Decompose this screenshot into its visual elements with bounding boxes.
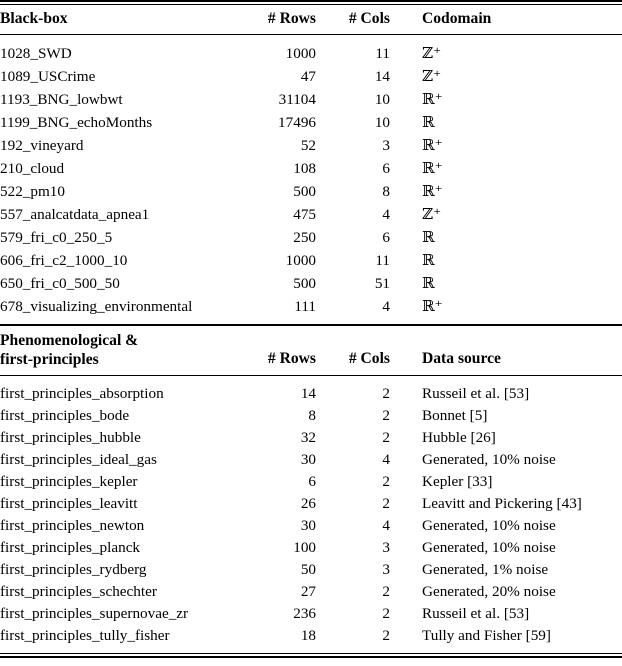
first-principles-table-head	[0, 326, 622, 375]
cell-num-rows: 32	[300, 429, 316, 446]
cell-num-rows: 30	[300, 517, 316, 534]
cell-dataset-name: 192_vineyard	[0, 137, 84, 154]
cell-dataset-name: 606_fri_c2_1000_10	[0, 252, 128, 269]
first-principles-header-row	[0, 326, 622, 375]
cell-dataset-name: 579_fri_c0_250_5	[0, 229, 113, 246]
cell-dataset-name: first_principles_rydberg	[0, 561, 147, 578]
cell-num-cols: 2	[382, 407, 390, 424]
cell-num-cols: 4	[382, 206, 390, 223]
cell-data-source: Generated, 10% noise	[422, 451, 556, 468]
table-row	[0, 515, 622, 537]
table-row	[0, 427, 622, 449]
cell-num-cols: 3	[382, 137, 390, 154]
table-row	[0, 405, 622, 427]
table-row	[0, 559, 622, 581]
first-principles-table-body-wrap	[0, 383, 622, 647]
cell-num-cols: 6	[382, 229, 390, 246]
first-principles-body-top-pad	[0, 376, 622, 383]
column-header-firstprinciples-cols: # Cols	[348, 350, 390, 367]
cell-num-cols: 4	[382, 517, 390, 534]
cell-data-source: Bonnet [5]	[422, 407, 488, 424]
cell-num-rows: 108	[293, 160, 316, 177]
cell-dataset-name: first_principles_tully_fisher	[0, 627, 170, 644]
cell-num-rows: 26	[300, 495, 316, 512]
cell-num-cols: 2	[382, 473, 390, 490]
cell-codomain: ℝ	[422, 251, 435, 269]
cell-codomain: ℤ⁺	[422, 44, 442, 62]
cell-num-rows: 52	[300, 137, 316, 154]
cell-dataset-name: 557_analcatdata_apnea1	[0, 206, 150, 223]
cell-data-source: Generated, 10% noise	[422, 539, 556, 556]
column-header-firstprinciples-name-line1: Phenomenological &	[0, 332, 139, 349]
table-row	[0, 603, 622, 625]
cell-num-cols: 2	[382, 495, 390, 512]
cell-num-cols: 51	[374, 275, 390, 292]
table-row	[0, 493, 622, 515]
cell-codomain: ℤ⁺	[422, 67, 442, 85]
cell-dataset-name: first_principles_absorption	[0, 385, 164, 402]
black-box-table-body	[0, 42, 622, 318]
cell-num-cols: 14	[374, 68, 390, 85]
black-box-table	[0, 5, 622, 34]
cell-num-cols: 10	[374, 114, 390, 131]
cell-codomain: ℝ⁺	[422, 90, 443, 108]
cell-dataset-name: first_principles_planck	[0, 539, 141, 556]
cell-num-cols: 8	[382, 183, 390, 200]
cell-dataset-name: first_principles_schechter	[0, 583, 157, 600]
cell-num-rows: 14	[300, 385, 316, 402]
cell-data-source: Generated, 20% noise	[422, 583, 556, 600]
cell-codomain: ℤ⁺	[422, 205, 442, 223]
cell-dataset-name: first_principles_kepler	[0, 473, 138, 490]
table-row	[0, 134, 622, 157]
cell-codomain: ℝ	[422, 228, 435, 246]
cell-num-cols: 2	[382, 429, 390, 446]
cell-num-rows: 500	[293, 275, 316, 292]
cell-dataset-name: first_principles_hubble	[0, 429, 141, 446]
table-row	[0, 449, 622, 471]
table-row	[0, 537, 622, 559]
black-box-table-body-wrap	[0, 42, 622, 318]
table-row	[0, 42, 622, 65]
table-row	[0, 625, 622, 647]
cell-num-rows: 475	[293, 206, 316, 223]
cell-codomain: ℝ⁺	[422, 297, 443, 315]
table-row	[0, 295, 622, 318]
cell-num-rows: 50	[300, 561, 316, 578]
cell-num-rows: 100	[293, 539, 316, 556]
table-row	[0, 581, 622, 603]
cell-dataset-name: first_principles_bode	[0, 407, 130, 424]
first-principles-table	[0, 326, 622, 375]
table-row	[0, 383, 622, 405]
column-header-firstprinciples-name-line2: first-principles	[0, 351, 99, 368]
black-box-body-top-pad	[0, 35, 622, 42]
cell-dataset-name: 1028_SWD	[0, 45, 72, 62]
table-row	[0, 203, 622, 226]
cell-dataset-name: 650_fri_c0_500_50	[0, 275, 120, 292]
column-header-firstprinciples-rows: # Rows	[267, 350, 316, 367]
table-row	[0, 272, 622, 295]
cell-data-source: Hubble [26]	[422, 429, 496, 446]
table-row	[0, 88, 622, 111]
cell-dataset-name: 1193_BNG_lowbwt	[0, 91, 123, 108]
cell-num-rows: 31104	[278, 91, 316, 108]
cell-codomain: ℝ⁺	[422, 159, 443, 177]
black-box-table-head	[0, 5, 622, 34]
cell-num-cols: 2	[382, 385, 390, 402]
table-row	[0, 65, 622, 88]
cell-num-cols: 6	[382, 160, 390, 177]
cell-dataset-name: first_principles_supernovae_zr	[0, 605, 189, 622]
column-header-blackbox-cols: # Cols	[348, 10, 390, 27]
cell-num-rows: 250	[293, 229, 316, 246]
cell-dataset-name: first_principles_ideal_gas	[0, 451, 157, 468]
cell-data-source: Tully and Fisher [59]	[422, 627, 551, 644]
column-header-blackbox-name: Black-box	[0, 10, 68, 27]
cell-num-cols: 2	[382, 583, 390, 600]
cell-num-cols: 2	[382, 627, 390, 644]
cell-num-rows: 30	[300, 451, 316, 468]
cell-num-cols: 4	[382, 451, 390, 468]
cell-num-rows: 18	[300, 627, 316, 644]
cell-codomain: ℝ	[422, 274, 435, 292]
black-box-header-row	[0, 5, 622, 34]
cell-data-source: Russeil et al. [53]	[422, 605, 530, 622]
cell-data-source: Kepler [33]	[422, 473, 493, 490]
cell-data-source: Generated, 10% noise	[422, 517, 556, 534]
table-row	[0, 157, 622, 180]
cell-num-rows: 6	[308, 473, 316, 490]
cell-dataset-name: 210_cloud	[0, 160, 65, 177]
column-header-firstprinciples-name	[0, 326, 244, 375]
cell-data-source: Leavitt and Pickering [43]	[422, 495, 582, 512]
cell-num-cols: 4	[382, 298, 390, 315]
cell-num-rows: 47	[300, 68, 316, 85]
cell-dataset-name: first_principles_newton	[0, 517, 145, 534]
table-row	[0, 180, 622, 203]
column-header-blackbox-rows: # Rows	[267, 10, 316, 27]
cell-dataset-name: first_principles_leavitt	[0, 495, 138, 512]
table-row	[0, 249, 622, 272]
cell-num-rows: 1000	[285, 252, 316, 269]
cell-num-cols: 2	[382, 605, 390, 622]
table-row	[0, 471, 622, 493]
cell-num-cols: 3	[382, 539, 390, 556]
column-header-firstprinciples-datasource: Data source	[422, 350, 501, 367]
cell-dataset-name: 1199_BNG_echoMonths	[0, 114, 153, 131]
cell-data-source: Russeil et al. [53]	[422, 385, 530, 402]
cell-dataset-name: 522_pm10	[0, 183, 65, 200]
cell-num-cols: 3	[382, 561, 390, 578]
cell-num-rows: 27	[300, 583, 316, 600]
cell-num-cols: 10	[374, 91, 390, 108]
table-row	[0, 111, 622, 134]
cell-num-cols: 11	[375, 45, 390, 62]
cell-num-rows: 17496	[278, 114, 316, 131]
cell-num-rows: 236	[293, 605, 316, 622]
cell-dataset-name: 678_visualizing_environmental	[0, 298, 193, 315]
column-header-blackbox-codomain: Codomain	[422, 10, 492, 27]
table-bottom-rule-thick	[0, 656, 622, 658]
cell-num-cols: 11	[375, 252, 390, 269]
cell-dataset-name: 1089_USCrime	[0, 68, 96, 85]
cell-num-rows: 111	[294, 298, 316, 315]
cell-num-rows: 8	[308, 407, 316, 424]
first-principles-table-body	[0, 383, 622, 647]
cell-codomain: ℝ⁺	[422, 182, 443, 200]
table-row	[0, 226, 622, 249]
cell-codomain: ℝ⁺	[422, 136, 443, 154]
cell-num-rows: 1000	[285, 45, 316, 62]
cell-data-source: Generated, 1% noise	[422, 561, 549, 578]
cell-codomain: ℝ	[422, 113, 435, 131]
cell-num-rows: 500	[293, 183, 316, 200]
